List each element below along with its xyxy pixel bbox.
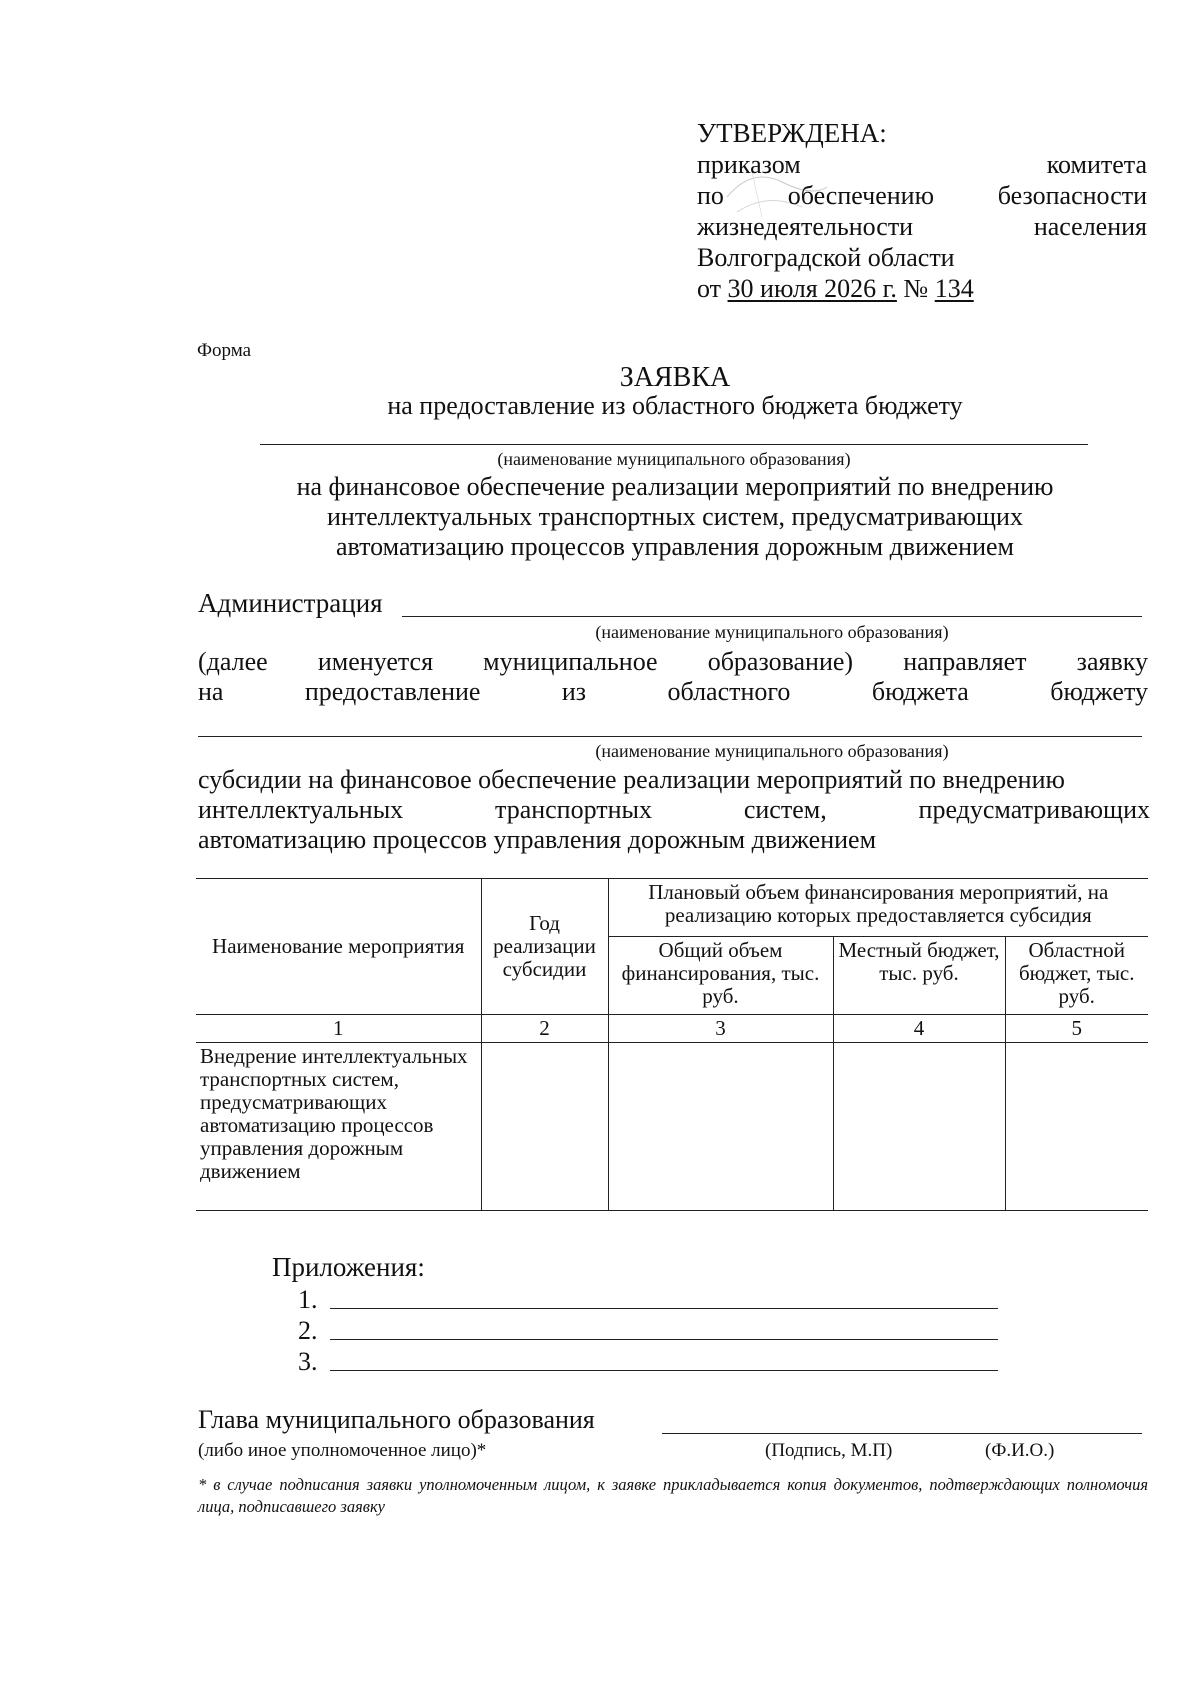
- approval-line-2: [697, 180, 1147, 211]
- approval-text: комитета: [1046, 150, 1147, 179]
- paragraph-1-line-1: (далее именуется муниципальное образование) направляет заявку: [198, 647, 1148, 676]
- approval-text: жизнедеятельности: [697, 212, 914, 241]
- alt-signer-label: (либо иное уполномоченное лицо)*: [198, 1440, 487, 1461]
- approval-date: 30 июля 2026 г.: [727, 274, 897, 303]
- header-plan: Плановый объем финансирования мероприятий, на реализацию которых предоставляется субсидия: [608, 879, 1148, 937]
- approval-text: населения: [1033, 212, 1147, 241]
- approval-title: УТВЕРЖДЕНА:: [697, 118, 887, 148]
- attachment-number: 2.: [298, 1316, 318, 1345]
- header-name: Наименование мероприятия: [196, 879, 481, 1015]
- fio-caption: (Ф.И.О.): [985, 1440, 1055, 1461]
- purpose-line-3: автоматизацию процессов управления дорожным движением: [335, 532, 1015, 561]
- paragraph-2-line-2: интеллектуальных транспортных систем, предусматривающих: [198, 795, 1150, 824]
- paragraph-1-line-2: на предоставление из областного бюджета бюджету: [198, 677, 1148, 706]
- signature-line[interactable]: [662, 1433, 1142, 1434]
- col-number: 1: [196, 1015, 481, 1043]
- date-prefix: от: [697, 274, 722, 303]
- attachment-line-2[interactable]: [330, 1339, 998, 1340]
- year-cell[interactable]: [481, 1043, 608, 1211]
- table-row: [196, 1043, 1148, 1211]
- col-number: 2: [481, 1015, 608, 1043]
- municipality-name-line-1: [260, 444, 1088, 445]
- document-title: ЗАЯВКА: [619, 362, 731, 393]
- attachment-item: [298, 1315, 318, 1346]
- header-year: Год реализации субсидии: [481, 879, 608, 1015]
- head-label: Глава муниципального образования: [198, 1405, 595, 1434]
- attachment-line-3[interactable]: [330, 1370, 998, 1371]
- approval-text: безопасности: [997, 181, 1148, 210]
- purpose-line-2: интеллектуальных транспортных систем, предусматривающих: [327, 502, 1023, 531]
- municipality-name-line-2: [198, 736, 1142, 737]
- approval-text: по: [697, 181, 724, 210]
- col-number: 5: [1005, 1015, 1148, 1043]
- admin-name-line: [402, 616, 1142, 617]
- paragraph-2-line-1: субсидии на финансовое обеспечение реализации мероприятий по внедрению: [198, 765, 1065, 794]
- attachment-line-1[interactable]: [330, 1308, 998, 1309]
- approval-number: 134: [934, 274, 974, 303]
- admin-caption: (наименование муниципального образования): [595, 622, 949, 642]
- regional-cell[interactable]: [1005, 1043, 1148, 1211]
- municipality-caption: (наименование муниципального образования): [497, 449, 851, 469]
- approval-text: обеспечению: [787, 181, 934, 210]
- purpose-line-1: на финансовое обеспечение реализации мероприятий по внедрению: [296, 472, 1054, 501]
- approval-block: [697, 118, 1147, 304]
- attachment-item: [298, 1346, 318, 1377]
- approval-date-line: [697, 273, 1147, 304]
- attachment-number: 3.: [298, 1347, 318, 1376]
- local-cell[interactable]: [833, 1043, 1005, 1211]
- header-local: Местный бюджет, тыс. руб.: [833, 937, 1005, 1015]
- admin-label: Администрация: [198, 588, 383, 618]
- signature-caption: (Подпись, М.П): [765, 1440, 893, 1461]
- header-total: Общий объем финансирования, тыс. руб.: [608, 937, 833, 1015]
- measure-name-cell: Внедрение интеллектуальных транспортных систем, предусматривающих автоматизацию процессов управления дорожным движением: [196, 1043, 481, 1211]
- total-cell[interactable]: [608, 1043, 833, 1211]
- attachments-list: [298, 1284, 318, 1377]
- paragraph-2-line-3: автоматизацию процессов управления дорожным движением: [198, 825, 877, 854]
- form-label: Форма: [197, 340, 252, 361]
- col-number: 4: [833, 1015, 1005, 1043]
- col-number: 3: [608, 1015, 833, 1043]
- approval-text: приказом: [697, 150, 801, 179]
- table-header-row: [196, 879, 1148, 937]
- municipality-caption-2: (наименование муниципального образования): [595, 741, 949, 761]
- table-number-row: [196, 1015, 1148, 1043]
- document-subtitle: на предоставление из областного бюджета бюджету: [387, 391, 963, 420]
- footnote: * в случае подписания заявки уполномоченным лицом, к заявке прикладывается копия документов, подтверждающих полномочия лица, подписавшего заявку: [198, 1475, 1148, 1516]
- approval-line-4: Волгоградской области: [697, 243, 955, 272]
- funding-table: [196, 878, 1148, 1211]
- attachments-label: Приложения:: [272, 1252, 425, 1282]
- attachment-number: 1.: [298, 1285, 318, 1314]
- header-regional: Областной бюджет, тыс. руб.: [1005, 937, 1148, 1015]
- approval-line-3: [697, 211, 1147, 242]
- approval-line-1: [697, 149, 1147, 180]
- number-sign: №: [903, 274, 929, 303]
- attachment-item: [298, 1284, 318, 1315]
